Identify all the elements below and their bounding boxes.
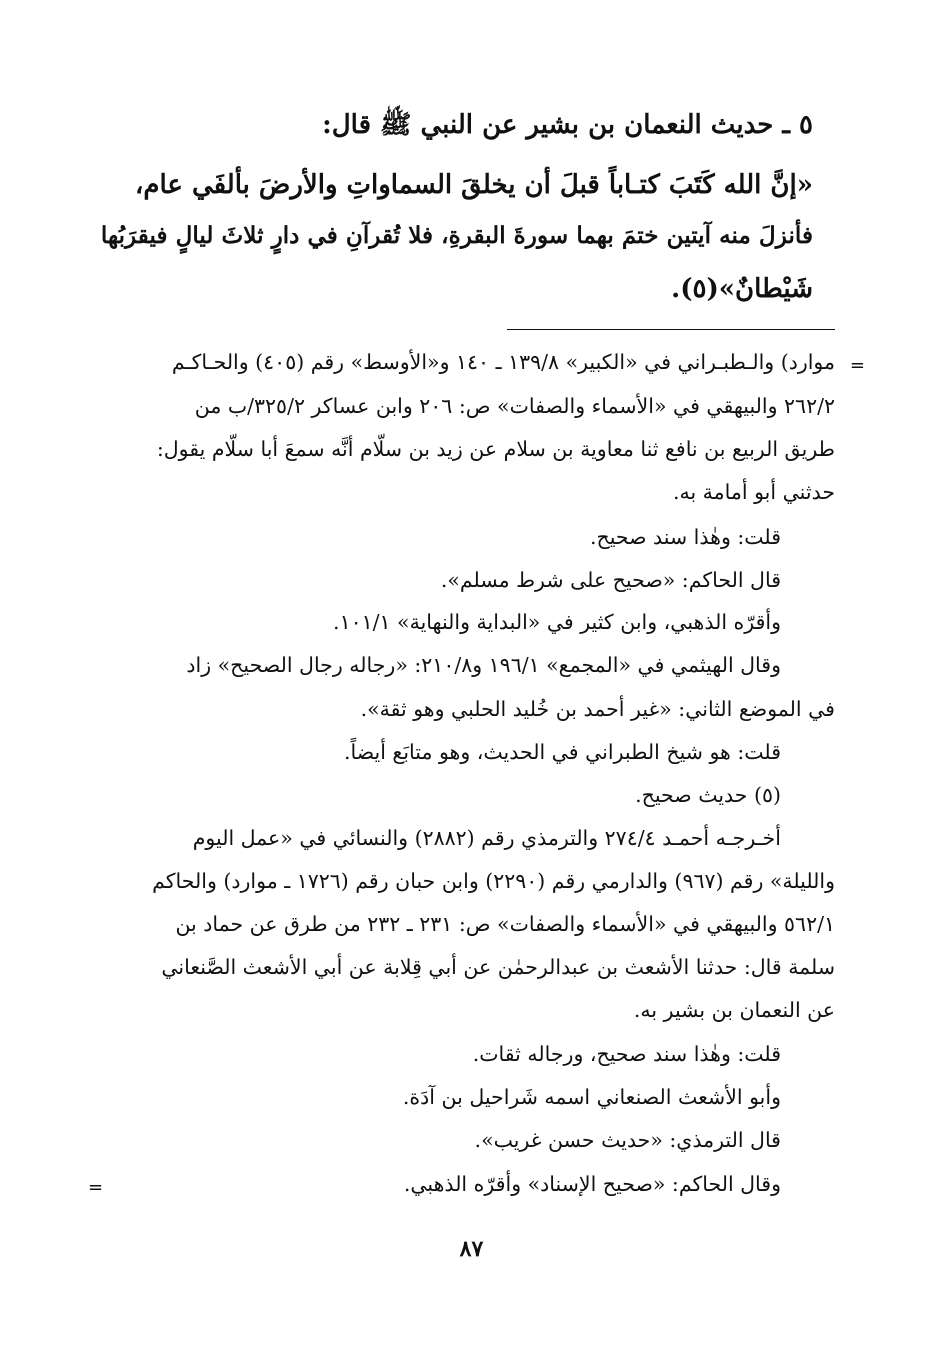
footnote-line: والليلة» رقم (٩٦٧) والدارمي رقم (٢٢٩٠) وابن حبان رقم (١٧٢٦ ـ موارد) والحاكم [152, 869, 835, 893]
footnote-number: (٥) حديث صحيح. [635, 783, 781, 807]
footnote-line: طريق الربيع بن نافع ثنا معاوية بن سلام عن زيد بن سلّام أنَّه سمعَ أبا سلّام يقول: [156, 437, 835, 461]
hadith-text-line: فأنزلَ منه آيتين ختمَ بهما سورةَ البقرةِ، فلا تُقرآنِ في دارٍ ثلاثَ ليالٍ فيقرَبُها [100, 222, 813, 249]
footnote-line: ٥٦٢/١ والبيهقي في «الأسماء والصفات» ص: ٢٣١ ـ ٢٣٢ من طرق عن حماد بن [175, 912, 835, 936]
footnote-line: قلت: هو شيخ الطبراني في الحديث، وهو متابَع أيضاً. [343, 740, 781, 764]
continuation-mark: = [849, 355, 865, 376]
footnote-line: عن النعمان بن بشير به. [633, 998, 835, 1022]
footnote-line: وقال الهيثمي في «المجمع» ١٩٦/١ و٢١٠/٨: «رجاله رجال الصحيح» زاد [186, 653, 781, 677]
footnote-line: وقال الحاكم: «صحيح الإسناد» وأقرّه الذهبي. [403, 1172, 781, 1196]
footnote-line: حدثني أبو أمامة به. [672, 480, 835, 504]
footnote-line: في الموضع الثاني: «غير أحمد بن خُليد الحلبي وهو ثقة». [360, 697, 835, 721]
hadith-heading: ٥ ـ حديث النعمان بن بشير عن النبي ﷺ قال: [322, 110, 813, 140]
footnote-line: وأبو الأشعث الصنعاني اسمه شَراحيل بن آدَة. [402, 1085, 781, 1109]
footnote-line: أخـرجـه أحمـد ٢٧٤/٤ والترمذي رقم (٢٨٨٢) والنسائي في «عمل اليوم [192, 826, 781, 850]
page-number: ٨٧ [459, 1236, 484, 1262]
footnote-line: ٢٦٢/٢ والبيهقي في «الأسماء والصفات» ص: ٢٠٦ وابن عساكر ٣٢٥/٢/ب من [194, 394, 835, 418]
hadith-text-line: شَيْطانٌ»(٥). [671, 274, 813, 304]
continuation-mark-end: = [88, 1177, 104, 1198]
footnote-line: قلت: وهٰذا سند صحيح، ورجاله ثقات. [472, 1042, 781, 1066]
footnote-line: قال الحاكم: «صحيح على شرط مسلم». [440, 568, 781, 592]
footnote-line: سلمة قال: حدثنا الأشعث بن عبدالرحمٰن عن أبي قِلابة عن أبي الأشعث الصَّنعاني [161, 955, 835, 979]
footnote-line: قلت: وهٰذا سند صحيح. [589, 525, 781, 549]
footnote-line: وأقرّه الذهبي، وابن كثير في «البداية والنهاية» ١٠١/١. [333, 610, 781, 634]
footnote-line: موارد) والـطبـراني في «الكبير» ١٣٩/٨ ـ ١٤٠ و«الأوسط» رقم (٤٠٥) والحـاكـم [171, 350, 835, 374]
hadith-text-line: «إنَّ الله كَتَبَ كتـاباً قبلَ أن يخلقَ السماواتِ والأرضَ بألفَي عام، [134, 170, 813, 200]
footnote-separator [507, 329, 835, 330]
footnote-line: قال الترمذي: «حديث حسن غريب». [474, 1128, 781, 1152]
